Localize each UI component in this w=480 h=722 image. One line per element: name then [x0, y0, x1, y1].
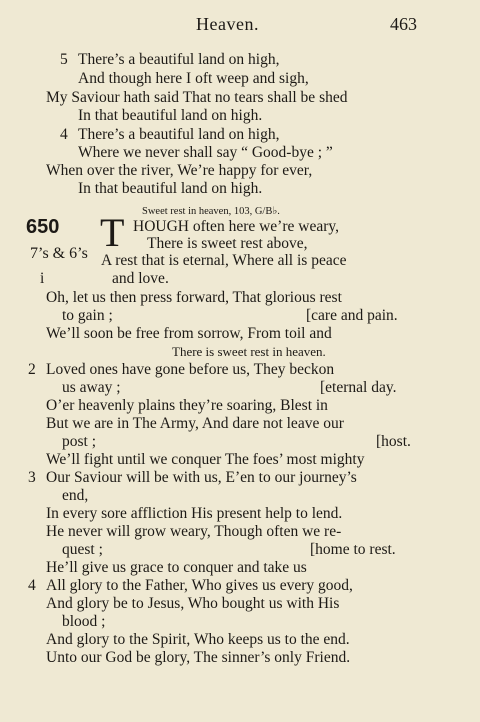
verse-line: There’s a beautiful land on high,: [78, 126, 280, 143]
verse-line: In every sore affliction His present help to lend.: [46, 505, 343, 522]
verse-number: 4: [28, 577, 36, 594]
hymn-number: 650: [26, 216, 60, 238]
verse-line: We’ll fight until we conquer The foes’ most mighty: [46, 451, 365, 468]
tune-reference: Sweet rest in heaven, 103, G/B♭.: [142, 206, 280, 217]
verse-number: 4: [60, 126, 68, 143]
verse-line: to gain ;: [62, 307, 113, 324]
verse-line: He never will grow weary, Though often we re-: [46, 523, 342, 540]
verse-fragment: i: [40, 270, 45, 287]
verse-line: In that beautiful land on high.: [78, 107, 263, 124]
verse-number: 2: [28, 361, 36, 378]
verse-line: Loved ones have gone before us, They beckon: [46, 361, 335, 378]
verse-line: HOUGH often here we’re weary,: [133, 218, 339, 235]
verse-line: [home to rest.: [310, 541, 396, 558]
verse-line: blood ;: [62, 613, 106, 630]
page-title: Heaven.: [196, 14, 259, 34]
verse-line: We’ll soon be free from sorrow, From toil and: [46, 325, 332, 342]
page-number: 463: [390, 14, 417, 34]
verse-line: He’ll give us grace to conquer and take us: [46, 559, 307, 576]
verse-line: And glory to the Spirit, Who keeps us to the end.: [46, 631, 350, 648]
verse-line: Where we never shall say “ Good-bye ; ”: [78, 144, 333, 161]
verse-line: us away ;: [62, 379, 121, 396]
verse-line: [care and pain.: [306, 307, 398, 324]
verse-line: and love.: [112, 270, 169, 287]
verse-line: And glory be to Jesus, Who bought us with His: [46, 595, 340, 612]
verse-line: My Saviour hath said That no tears shall be shed: [46, 89, 348, 106]
verse-line: [host.: [376, 433, 411, 450]
verse-line: There is sweet rest above,: [147, 235, 308, 252]
verse-line: post ;: [62, 433, 97, 450]
verse-line: quest ;: [62, 541, 103, 558]
verse-number: 5: [60, 51, 68, 68]
verse-line: All glory to the Father, Who gives us every good,: [46, 577, 353, 594]
verse-line: end,: [62, 487, 89, 504]
verse-line: In that beautiful land on high.: [78, 180, 263, 197]
verse-number: 3: [28, 469, 36, 486]
drop-cap: T: [100, 210, 125, 255]
verse-line: But we are in The Army, And dare not leave our: [46, 415, 344, 432]
verse-line: A rest that is eternal, Where all is peace: [101, 252, 347, 269]
verse-line: O’er heavenly plains they’re soaring, Blest in: [46, 397, 328, 414]
meter-label: 7’s & 6’s: [30, 245, 88, 262]
verse-line: Our Saviour will be with us, E’en to our journey’s: [46, 469, 357, 486]
verse-line: [eternal day.: [320, 379, 397, 396]
refrain: There is sweet rest in heaven.: [172, 344, 326, 359]
verse-line: There’s a beautiful land on high,: [78, 51, 280, 68]
verse-line: When over the river, We’re happy for ever,: [46, 162, 313, 179]
verse-line: Oh, let us then press forward, That glorious rest: [46, 289, 342, 306]
verse-line: Unto our God be glory, The sinner’s only Friend.: [46, 649, 351, 666]
verse-line: And though here I oft weep and sigh,: [78, 70, 309, 87]
